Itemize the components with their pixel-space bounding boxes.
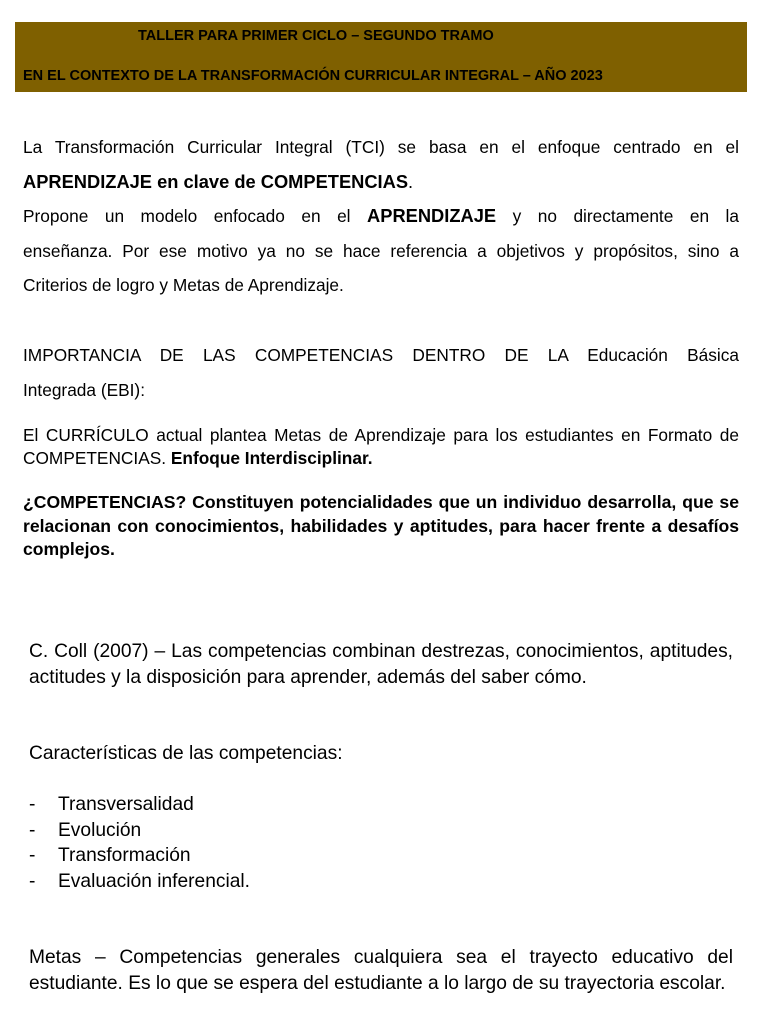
intro-line-3-end: y no directamente en la (512, 206, 740, 227)
banner-title-line-1: TALLER PARA PRIMER CICLO – SEGUNDO TRAMO (138, 28, 494, 44)
list-item: - Transversalidad (29, 792, 250, 818)
characteristics-list (29, 792, 250, 894)
curriculum-bold: Enfoque Interdisciplinar. (170, 448, 373, 468)
list-item: - Evaluación inferencial. (29, 869, 250, 895)
definition-paragraph: ¿COMPETENCIAS? Constituyen potencialidades que un individuo desarrolla, que se relacionan con conocimientos, habilidades y aptitudes, para hacer frente a desafíos complejos. (23, 492, 739, 559)
dash-bullet: - (29, 819, 36, 841)
intro-line-5: Criterios de logro y Metas de Aprendizaje. (23, 275, 344, 296)
characteristics-heading: Características de las competencias: (29, 743, 343, 764)
intro-bold-word: APRENDIZAJE (367, 205, 497, 227)
intro-line-3 (23, 199, 739, 234)
intro-line-3-start: Propone un modelo enfocado en el (23, 206, 351, 227)
coll-quote-paragraph: C. Coll (2007) – Las competencias combinan destrezas, conocimientos, aptitudes, actitudes y la disposición para aprender, además del saber cómo. (29, 641, 733, 688)
list-item: - Evolución (29, 818, 250, 844)
metas-paragraph: Metas – Competencias generales cualquiera sea el trayecto educativo del estudiante. Es lo que se espera del estudiante a lo largo de su trayectoria escolar. (29, 947, 733, 994)
title-banner (15, 22, 747, 92)
intro-line-1: La Transformación Curricular Integral (TCI) se basa en el enfoque centrado en el (23, 137, 739, 157)
curriculum-paragraph (23, 424, 739, 470)
curriculum-text: El CURRÍCULO actual plantea Metas de Aprendizaje para los estudiantes en Formato de COMPETENCIAS. (23, 425, 739, 468)
banner-title-line-2: EN EL CONTEXTO DE LA TRANSFORMACIÓN CURRICULAR INTEGRAL – AÑO 2023 (23, 68, 603, 84)
dash-bullet: - (29, 870, 36, 892)
intro-paragraph (23, 130, 739, 303)
importance-paragraph (23, 338, 739, 407)
list-item: - Transformación (29, 843, 250, 869)
importance-line-1: IMPORTANCIA DE LAS COMPETENCIAS DENTRO DE LA Educación Básica (23, 345, 739, 365)
dash-bullet: - (29, 845, 36, 866)
dash-bullet: - (29, 794, 36, 815)
intro-period: . (408, 170, 414, 192)
intro-bold-phrase: APRENDIZAJE en clave de COMPETENCIAS (23, 170, 409, 192)
importance-line-2: Integrada (EBI): (23, 379, 145, 400)
intro-line-2 (23, 165, 739, 200)
intro-line-4: enseñanza. Por ese motivo ya no se hace referencia a objetivos y propósitos, sino a (23, 240, 739, 261)
